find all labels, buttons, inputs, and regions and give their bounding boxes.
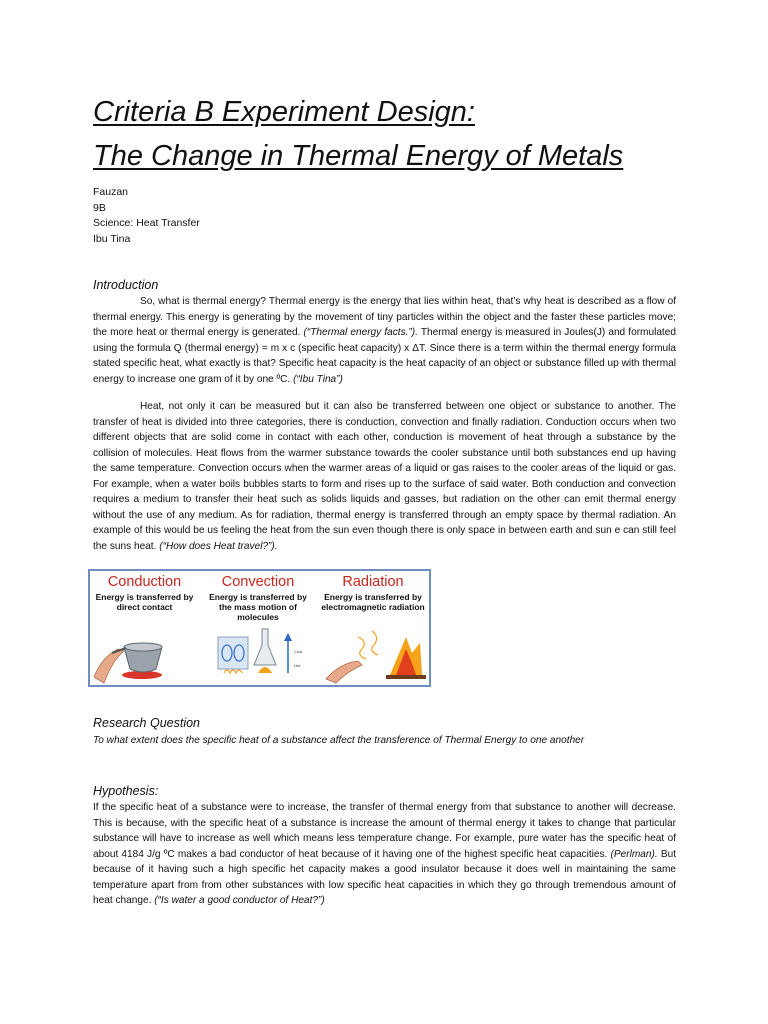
author-info [93,185,200,247]
convection-title: Convection [221,574,295,590]
author-class: 9B [93,201,106,214]
hypothesis-citation-2: (“Is water a good conductor of Heat?”) [154,895,325,906]
hand-near-fire-icon [326,631,426,683]
heat-transfer-figure [88,569,431,687]
intro-p2-text: Heat, not only it can be measured but it can also be transferred between one object or substance to another. The transfer of heat is divided into three categories, there is conduction, convection and finally radiation. Conduction occurs when two different objects that are solid come in contact with each other, conduction is movement of heat through a substance by the collision of molecules. Heat flows from the warmer substance towards the cooler substance until both substances end up having the same temperature. Convection occurs when the warmer areas of a liquid or gas raises to the cooler areas of the liquid or gas. For example, when a water boils bubbles starts to form and rises up to the surface of said water. Both conduction and convection requires a medium to transfer their heat such as solids liquids and gasses, but radiation on the other can emit thermal energy without the use of any medium. As for radiation, thermal energy is transferred through an empty space by thermal radiation. An example of this would be us feeling the heat from the sun even though there is only space in between earth and sun e can still feel the suns heat. [93,401,676,552]
teacher: Ibu Tina [93,232,131,245]
radiation-title: Radiation [342,574,404,590]
introduction-heading: Introduction [93,278,159,292]
hypothesis-citation-1: (Perlman). [610,848,658,860]
radiation-description: Energy is transferred by electromagnetic radiation [321,592,425,612]
flask-convection-icon [254,629,302,673]
svg-text:Cool: Cool [294,649,303,654]
introduction-paragraph-1 [93,294,676,387]
intro-citation-1: (“Thermal energy facts.”). [303,327,418,338]
convection-description: Energy is transferred by the mass motion of molecules [209,592,307,622]
document-title-line2: The Change in Thermal Energy of Metals [93,140,624,172]
beaker-convection-icon [218,637,248,673]
intro-p1b-text: Thermal energy is measured in Joules(J) and formulated using the formula Q (thermal energy) = m x c (specific heat capacity) x ΔT. Since there is a term within the thermal energy formula stated specific heat, what exactly is that? Specific heat capacity is the heat capacity of an object or substance filled up with thermal energy to increase one gram of it by one ºC. [93,327,676,385]
intro-citation-2: (“Ibu Tina”) [293,373,343,385]
document-title-line1: Criteria B Experiment Design: [93,96,475,128]
hypothesis-text-2: But because of it having such a high specific het capacity makes a good insulator because it does well in maintaining the same temperature apart from from other substances with low specific heat capacities in which they go through tremendous amount of heat change. [93,848,676,906]
intro-citation-3: (“How does Heat travel?”). [159,540,278,552]
svg-text:Hot: Hot [294,663,301,668]
heat-transfer-illustrations [90,617,429,685]
hypothesis-heading: Hypothesis: [93,784,159,798]
intro-p1-text: So, what is thermal energy? Thermal energy is the energy that lies within heat, that’s why heat is described as a flow of thermal energy. This energy is generating by the movement of tiny particles within the object and the faster these particles move; the more heat or thermal energy is generated. [93,296,676,338]
research-question-heading: Research Question [93,716,201,730]
conduction-title: Conduction [107,574,182,590]
pot-on-stove-icon [94,643,162,683]
hypothesis-text: If the specific heat of a substance were to increase, the transfer of thermal energy from that substance to another will decrease. This is because, with the specific heat of a substance is increase the amount of thermal energy it takes to change that particular substance will have to increase as well which means less temperature change. For example, pure water has the specific heat of about 4184 J/g ºC makes a bad conductor of heat because of it having one of the highest specific heat capacities. [93,802,676,860]
introduction-paragraph-2 [93,399,676,554]
author-name: Fauzan [93,186,129,198]
research-question-text: To what extent does the specific heat of a substance affect the transference of Thermal Energy to one another [93,735,585,746]
conduction-description: Energy is transferred by direct contact [95,592,194,612]
subject: Science: Heat Transfer [93,217,200,229]
hypothesis-paragraph [93,800,676,909]
